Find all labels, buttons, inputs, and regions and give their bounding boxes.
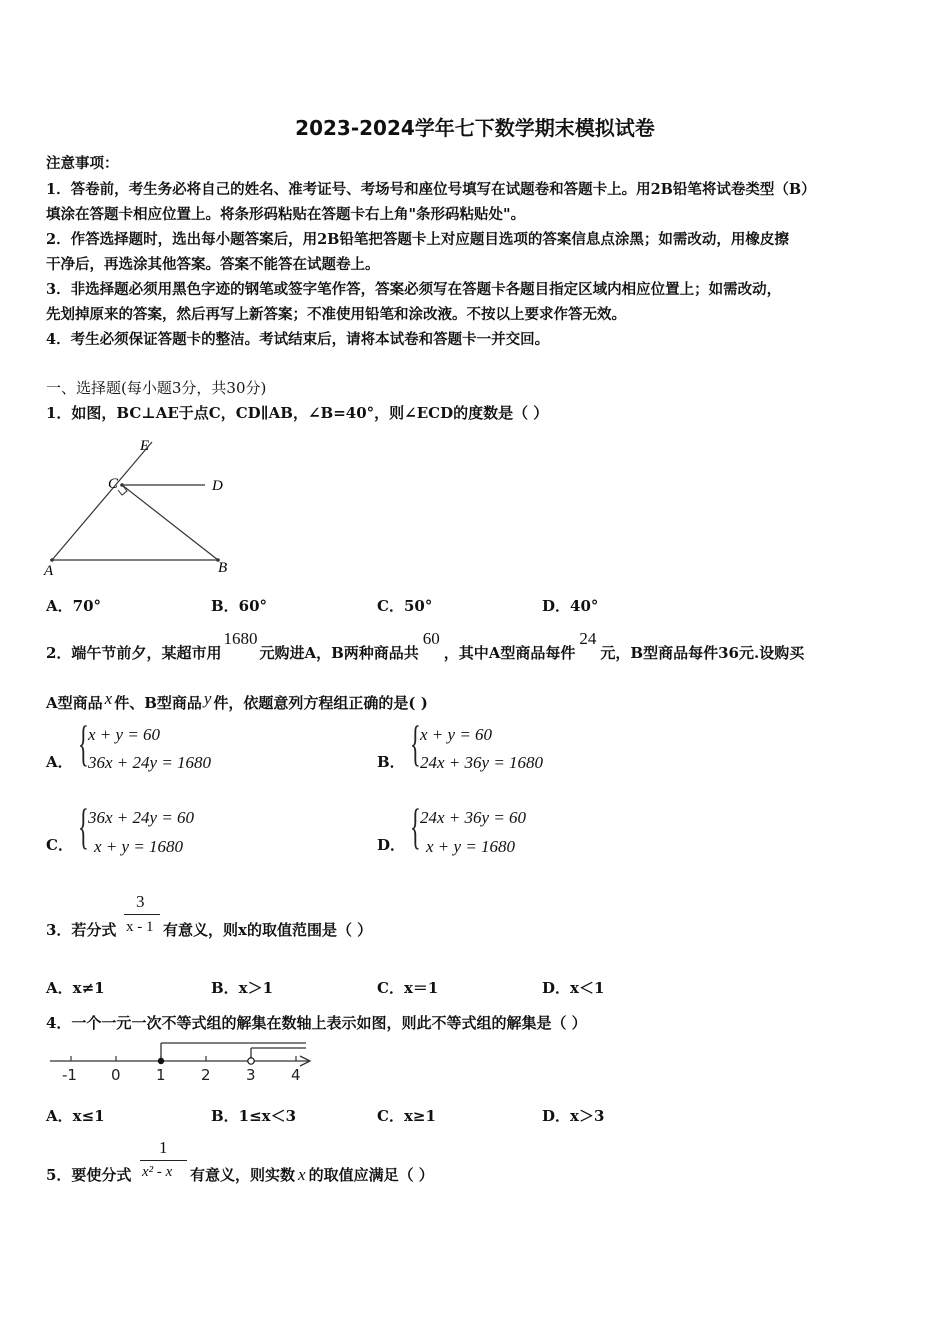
q2-option-b-label[interactable]: B． xyxy=(377,753,405,771)
q2-option-d-brace: { xyxy=(410,798,421,854)
question-2-line-2: A型商品 x 件、B型商品 y 件，依题意列方程组正确的是( ) xyxy=(46,689,428,712)
note-line: 干净后，再选涂其他答案。答案不能答在试题卷上。 xyxy=(46,256,380,273)
page-title: 2023-2024学年七下数学期末模拟试卷 xyxy=(295,116,655,140)
q1-option-c[interactable]: C．50° xyxy=(377,597,433,615)
label-d: D xyxy=(212,478,223,494)
q2-option-d-label[interactable]: D． xyxy=(377,836,406,854)
q1-option-a[interactable]: A．70° xyxy=(46,597,102,615)
q5-fraction-bar xyxy=(140,1160,187,1161)
q5-fraction-denominator: x² - x xyxy=(142,1164,173,1180)
note-line: 3．非选择题必须用黑色字迹的钢笔或签字笔作答，答案必须写在答题卡各题目指定区域内相应位置上；如需改动， xyxy=(46,281,782,298)
question-5-pre: 5．要使分式 xyxy=(46,1166,132,1184)
q4-number-line xyxy=(44,1036,324,1086)
note-line: 2．作答选择题时，选出每小题答案后，用2B铅笔把答题卡上对应题目选项的答案信息点涂黑；如需改动，用橡皮擦 xyxy=(46,231,789,248)
label-e: E xyxy=(140,438,150,454)
question-3-post: 有意义，则x的取值范围是（ ） xyxy=(163,921,373,939)
axis-label: 3 xyxy=(246,1066,256,1084)
axis-label: 4 xyxy=(291,1066,301,1084)
label-a: A xyxy=(44,563,54,579)
axis-label: 1 xyxy=(156,1066,166,1084)
q2-option-c-eq1: 36x + 24y = 60 xyxy=(88,808,195,827)
q2-option-a-eq2: 36x + 24y = 1680 xyxy=(88,753,212,772)
label-b: B xyxy=(218,560,228,576)
question-2-line-1: 2．端午节前夕，某超市用1680元购进A，B两种商品共60，其中A型商品每件24元，B型商品每件36元.设购买 xyxy=(46,629,805,662)
q3-option-b[interactable]: B．x＞1 xyxy=(211,979,274,997)
axis-label: -1 xyxy=(62,1066,77,1084)
q3-option-d[interactable]: D．x＜1 xyxy=(542,979,605,997)
q4-option-b[interactable]: B．1≤x＜3 xyxy=(211,1107,297,1125)
question-3-pre: 3．若分式 xyxy=(46,921,117,939)
q2-option-d-eq1: 24x + 36y = 60 xyxy=(420,808,527,827)
q2-option-b-eq2: 24x + 36y = 1680 xyxy=(420,753,544,772)
axis-label: 2 xyxy=(201,1066,211,1084)
q3-option-c[interactable]: C．x＝1 xyxy=(377,979,439,997)
q4-option-d[interactable]: D．x＞3 xyxy=(542,1107,605,1125)
q2-option-a-brace: { xyxy=(78,715,89,771)
q2-option-b-eq1: x + y = 60 xyxy=(420,725,493,744)
q2-option-c-brace: { xyxy=(78,798,89,854)
q2-option-c-eq2: x + y = 1680 xyxy=(94,837,184,856)
question-5-post: 有意义，则实数 x 的取值应满足（ ） xyxy=(190,1165,434,1184)
q3-fraction-numerator: 3 xyxy=(136,892,145,911)
q2-option-d-eq2: x + y = 1680 xyxy=(426,837,516,856)
q5-fraction-numerator: 1 xyxy=(159,1138,168,1157)
q1-triangle-figure xyxy=(40,432,240,582)
q4-option-a[interactable]: A．x≤1 xyxy=(46,1107,105,1125)
q2-option-b-brace: { xyxy=(410,715,421,771)
note-line: 1．答卷前，考生务必将自己的姓名、准考证号、考场号和座位号填写在试题卷和答题卡上。用2B铅笔将试卷类型（B） xyxy=(46,181,816,198)
axis-label: 0 xyxy=(111,1066,121,1084)
q3-option-a[interactable]: A．x≠1 xyxy=(46,979,105,997)
note-line: 先划掉原来的答案，然后再写上新答案；不准使用铅笔和涂改液。不按以上要求作答无效。 xyxy=(46,306,626,323)
note-line: 4．考生必须保证答题卡的整洁。考试结束后，请将本试卷和答题卡一并交回。 xyxy=(46,331,550,348)
q4-option-c[interactable]: C．x≥1 xyxy=(377,1107,436,1125)
section-heading: 一、选择题(每小题3分，共30分) xyxy=(46,379,267,397)
q2-option-c-label[interactable]: C． xyxy=(46,836,73,854)
q1-option-d[interactable]: D．40° xyxy=(542,597,599,615)
q3-fraction-denominator: x - 1 xyxy=(126,919,154,935)
q2-option-a-label[interactable]: A． xyxy=(46,753,73,771)
q3-fraction-bar xyxy=(124,914,160,915)
label-c: C xyxy=(108,476,119,492)
question-1-stem: 1．如图，BC⊥AE于点C，CD∥AB，∠B=40°，则∠ECD的度数是（ ） xyxy=(46,404,549,422)
q2-option-a-eq1: x + y = 60 xyxy=(88,725,161,744)
q1-option-b[interactable]: B．60° xyxy=(211,597,268,615)
question-4-stem: 4．一个一元一次不等式组的解集在数轴上表示如图，则此不等式组的解集是（ ） xyxy=(46,1014,587,1032)
note-line: 填涂在答题卡相应位置上。将条形码粘贴在答题卡右上角"条形码粘贴处"。 xyxy=(46,206,526,223)
notes-heading: 注意事项： xyxy=(46,155,119,172)
